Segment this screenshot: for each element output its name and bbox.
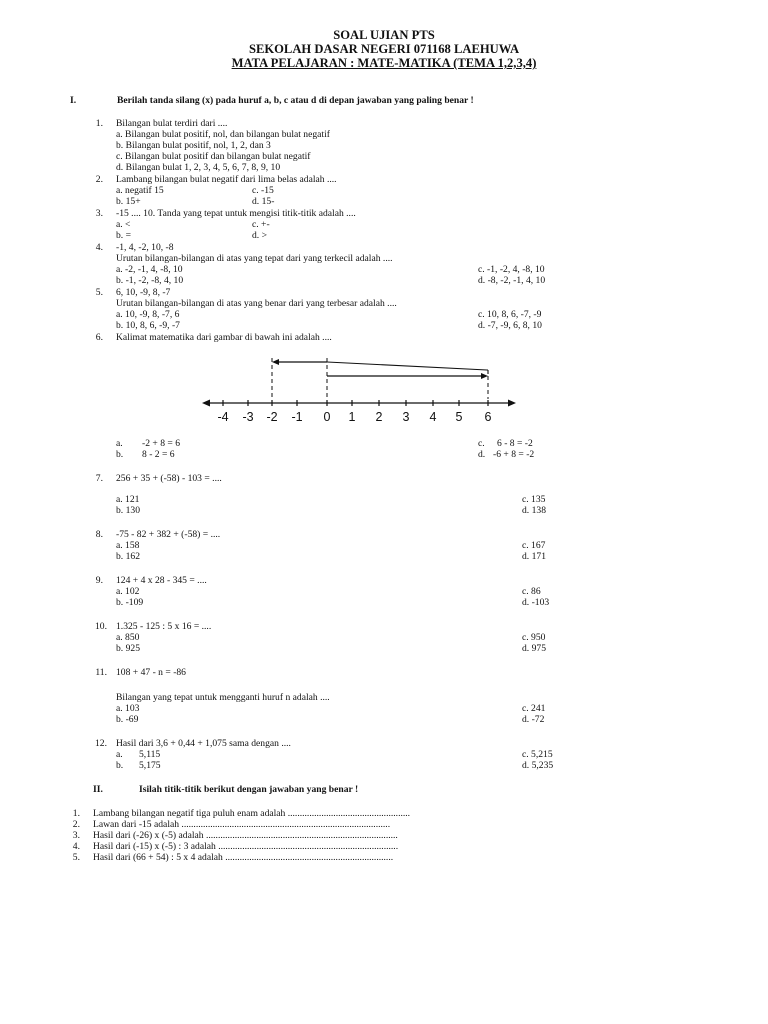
essay-4-number: 4. xyxy=(72,841,80,852)
q12-text: Hasil dari 3,6 + 0,44 + 1,075 sama dengan .... xyxy=(116,738,291,749)
q9-number: 9. xyxy=(95,575,103,586)
essay-4-text: Hasil dari (-15) x (-5) : 3 adalah ........................................................................... xyxy=(93,841,399,852)
tick-label--1: -1 xyxy=(291,410,303,424)
q5-option-c: c. 10, 8, 6, -7, -9 xyxy=(478,309,542,320)
q3-option-a: a. < xyxy=(116,219,131,230)
section-2-numeral: II. xyxy=(93,784,103,795)
essay-1-text: Lambang bilangan negatif tiga puluh enam adalah ................................................... xyxy=(93,808,411,819)
tick-label-3: 3 xyxy=(402,410,410,424)
tick-label-2: 2 xyxy=(375,410,383,424)
q12-option-b-letter: b. xyxy=(116,760,124,771)
q6-option-a-letter: a. xyxy=(116,438,123,449)
q4-subtext: Urutan bilangan-bilangan di atas yang tepat dari yang terkecil adalah .... xyxy=(116,253,393,264)
q4-option-c: c. -1, -2, 4, -8, 10 xyxy=(478,264,545,275)
q7-text: 256 + 35 + (-58) - 103 = .... xyxy=(116,473,222,484)
essay-5-number: 5. xyxy=(72,852,80,863)
header-line-3: MATA PELAJARAN : MATE-MATIKA (TEMA 1,2,3,4) xyxy=(231,56,537,70)
header-line-1: SOAL UJIAN PTS xyxy=(333,28,435,42)
q9-option-b: b. -109 xyxy=(116,597,144,608)
q7-option-d: d. 138 xyxy=(522,505,546,516)
q3-option-c: c. +- xyxy=(252,219,270,230)
q7-option-a: a. 121 xyxy=(116,494,140,505)
q11-text: 108 + 47 - n = -86 xyxy=(116,667,186,678)
q11-option-c: c. 241 xyxy=(522,703,546,714)
tick-label--2: -2 xyxy=(266,410,278,424)
q8-option-d: d. 171 xyxy=(522,551,546,562)
arrow-box-top-edge xyxy=(327,362,487,370)
q5-option-d: d. -7, -9, 6, 8, 10 xyxy=(478,320,542,331)
q11-option-d: d. -72 xyxy=(522,714,545,725)
q10-number: 10. xyxy=(95,621,107,632)
axis-right-arrowhead xyxy=(508,400,516,407)
q6-option-c-letter: c. xyxy=(478,438,485,449)
q9-option-c: c. 86 xyxy=(522,586,541,597)
tick-label-1: 1 xyxy=(348,410,356,424)
q10-option-b: b. 925 xyxy=(116,643,140,654)
q12-option-a: 5,115 xyxy=(139,749,161,760)
q3-text: -15 .... 10. Tanda yang tepat untuk mengisi titik-titik adalah .... xyxy=(116,208,356,219)
q5-subtext: Urutan bilangan-bilangan di atas yang benar dari yang terbesar adalah .... xyxy=(116,298,397,309)
q1-option-c: c. Bilangan bulat positif dan bilangan bulat negatif xyxy=(116,151,311,162)
q9-text: 124 + 4 x 28 - 345 = .... xyxy=(116,575,207,586)
q2-option-c: c. -15 xyxy=(252,185,274,196)
q2-option-a: a. negatif 15 xyxy=(116,185,164,196)
q5-option-b: b. 10, 8, 6, -9, -7 xyxy=(116,320,180,331)
q7-number: 7. xyxy=(95,473,103,484)
q6-option-d: -6 + 8 = -2 xyxy=(493,449,535,460)
q11-number: 11. xyxy=(95,667,107,678)
q8-option-a: a. 158 xyxy=(116,540,140,551)
q4-option-d: d. -8, -2, -1, 4, 10 xyxy=(478,275,546,286)
q11-option-a: a. 103 xyxy=(116,703,140,714)
section-2-instruction: Isilah titik-titik berikut dengan jawaban yang benar ! xyxy=(139,784,359,795)
q7-option-b: b. 130 xyxy=(116,505,140,516)
q3-option-d: d. > xyxy=(252,230,268,241)
q6-option-b: 8 - 2 = 6 xyxy=(142,449,175,460)
number-line-figure xyxy=(0,346,768,436)
q1-option-b: b. Bilangan bulat positif, nol, 1, 2, dan 3 xyxy=(116,140,271,151)
section-1-numeral: I. xyxy=(70,95,77,106)
q8-text: -75 - 82 + 382 + (-58) = .... xyxy=(116,529,221,540)
q1-text: Bilangan bulat terdiri dari .... xyxy=(116,118,228,129)
tick-label--3: -3 xyxy=(242,410,254,424)
q2-text: Lambang bilangan bulat negatif dari lima belas adalah .... xyxy=(116,174,337,185)
tick-label-0: 0 xyxy=(323,410,331,424)
essay-3-number: 3. xyxy=(72,830,80,841)
q2-number: 2. xyxy=(95,174,103,185)
section-1-instruction: Berilah tanda silang (x) pada huruf a, b, c atau d di depan jawaban yang paling benar ! xyxy=(117,95,474,106)
q6-text: Kalimat matematika dari gambar di bawah ini adalah .... xyxy=(116,332,332,343)
q1-option-d: d. Bilangan bulat 1, 2, 3, 4, 5, 6, 7, 8, 9, 10 xyxy=(116,162,281,173)
q4-option-b: b. -1, -2, -8, 4, 10 xyxy=(116,275,184,286)
q6-number: 6. xyxy=(95,332,103,343)
q2-option-b: b. 15+ xyxy=(116,196,141,207)
q10-text: 1.325 - 125 : 5 x 16 = .... xyxy=(116,621,212,632)
arrow-1-head xyxy=(272,359,279,365)
q10-option-c: c. 950 xyxy=(522,632,546,643)
tick-label-4: 4 xyxy=(429,410,437,424)
q9-option-a: a. 102 xyxy=(116,586,140,597)
q10-option-a: a. 850 xyxy=(116,632,140,643)
essay-5-text: Hasil dari (66 + 54) : 5 x 4 adalah ...................................................................... xyxy=(93,852,394,863)
q6-option-a: -2 + 8 = 6 xyxy=(142,438,181,449)
q12-option-b: 5,175 xyxy=(139,760,161,771)
arrow-2-head xyxy=(481,373,488,379)
q11-subtext: Bilangan yang tepat untuk mengganti huruf n adalah .... xyxy=(116,692,330,703)
q4-option-a: a. -2, -1, 4, -8, 10 xyxy=(116,264,183,275)
q6-option-c: 6 - 8 = -2 xyxy=(497,438,533,449)
q6-option-d-letter: d. xyxy=(478,449,486,460)
q7-option-c: c. 135 xyxy=(522,494,546,505)
q9-option-d: d. -103 xyxy=(522,597,550,608)
essay-2-text: Lawan dari -15 adalah ....................................................................................... xyxy=(93,819,391,830)
q3-number: 3. xyxy=(95,208,103,219)
essay-3-text: Hasil dari (-26) x (-5) adalah ................................................................................ xyxy=(93,830,398,841)
header-line-2: SEKOLAH DASAR NEGERI 071168 LAEHUWA xyxy=(248,42,520,56)
q1-number: 1. xyxy=(95,118,103,129)
q11-option-b: b. -69 xyxy=(116,714,139,725)
q12-option-d: d. 5,235 xyxy=(522,760,554,771)
q4-number: 4. xyxy=(95,242,103,253)
q6-option-b-letter: b. xyxy=(116,449,124,460)
q12-option-c: c. 5,215 xyxy=(522,749,553,760)
q12-option-a-letter: a. xyxy=(116,749,123,760)
q8-number: 8. xyxy=(95,529,103,540)
q5-text: 6, 10, -9, 8, -7 xyxy=(116,287,171,298)
q5-option-a: a. 10, -9, 8, -7, 6 xyxy=(116,309,180,320)
essay-2-number: 2. xyxy=(72,819,80,830)
essay-1-number: 1. xyxy=(72,808,80,819)
q10-option-d: d. 975 xyxy=(522,643,546,654)
axis-left-arrowhead xyxy=(202,400,210,407)
q4-text: -1, 4, -2, 10, -8 xyxy=(116,242,174,253)
tick-label-6: 6 xyxy=(484,410,492,424)
q1-option-a: a. Bilangan bulat positif, nol, dan bilangan bulat negatif xyxy=(116,129,330,140)
tick-label-5: 5 xyxy=(455,410,463,424)
q8-option-c: c. 167 xyxy=(522,540,546,551)
q5-number: 5. xyxy=(95,287,103,298)
q3-option-b: b. = xyxy=(116,230,132,241)
q8-option-b: b. 162 xyxy=(116,551,140,562)
tick-label--4: -4 xyxy=(217,410,229,424)
q2-option-d: d. 15- xyxy=(252,196,275,207)
q12-number: 12. xyxy=(95,738,107,749)
